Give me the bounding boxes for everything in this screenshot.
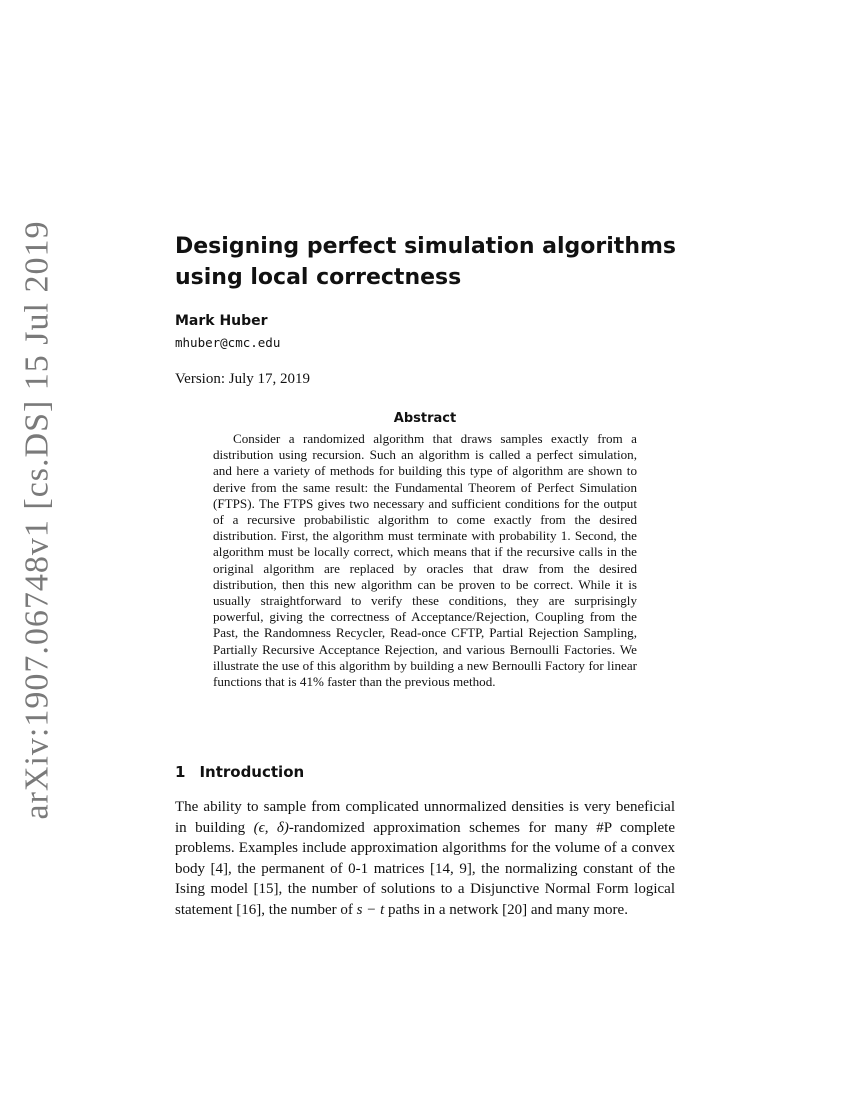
introduction-paragraph xyxy=(175,797,675,921)
abstract-heading: Abstract xyxy=(393,411,457,426)
paper-title: Designing perfect simulation algorithms using local correctness xyxy=(175,234,677,290)
epsilon-delta-math: (ϵ, δ) xyxy=(253,819,289,836)
intro-text-part-3: paths in a network [20] and many more. xyxy=(384,901,628,918)
section-heading xyxy=(175,763,304,781)
intro-text-part-2: -randomized approximation schemes for many #P complete problems. Examples include approximation algorithms for the volume of a convex body [4], the permanent of 0-1 matrices [14, 9], the normalizing constant of the Ising model [15], the number of solutions to a Disjunctive Normal Form logical statement [16], the number of xyxy=(175,819,676,918)
intro-text-part-1: The ability to sample from complicated unnormalized densities is very beneficial in building xyxy=(175,799,675,836)
arxiv-identifier-stamp xyxy=(12,220,62,820)
arxiv-identifier-text: arXiv:1907.06748v1 [cs.DS] 15 Jul 2019 xyxy=(18,220,55,820)
author-name: Mark Huber xyxy=(175,313,268,329)
version-date: Version: July 17, 2019 xyxy=(175,371,310,387)
section-number: 1 xyxy=(175,763,186,781)
section-title: Introduction xyxy=(199,763,305,781)
author-email: mhuber@cmc.edu xyxy=(175,335,281,350)
s-t-math: s − t xyxy=(356,901,385,918)
abstract-text: Consider a randomized algorithm that draws samples exactly from a distribution using recursion. Such an algorithm is called a perfect simulation, and here a variety of methods for building this type of algorithm are shown to derive from the same result: the Fundamental Theorem of Perfect Simulation (FTPS). The FTPS gives two necessary and sufficient conditions for the output of a recursive probabilistic algorithm to come exactly from the desired distribution. First, the algorithm must terminate with probability 1. Second, the algorithm must be locally correct, which means that if the recursive calls in the original algorithm are replaced by oracles that draw from the desired distribution, then this new algorithm can be proven to be correct. While it is usually straightforward to verify these conditions, they are surprisingly powerful, giving the correctness of Acceptance/Rejection, Coupling from the Past, the Randomness Recycler, Read-once CFTP, Partial Rejection Sampling, Partially Recursive Acceptance Rejection, and various Bernoulli Factories. We illustrate the use of this algorithm by building a new Bernoulli Factory for linear functions that is 41% faster than the previous method. xyxy=(213,431,637,690)
